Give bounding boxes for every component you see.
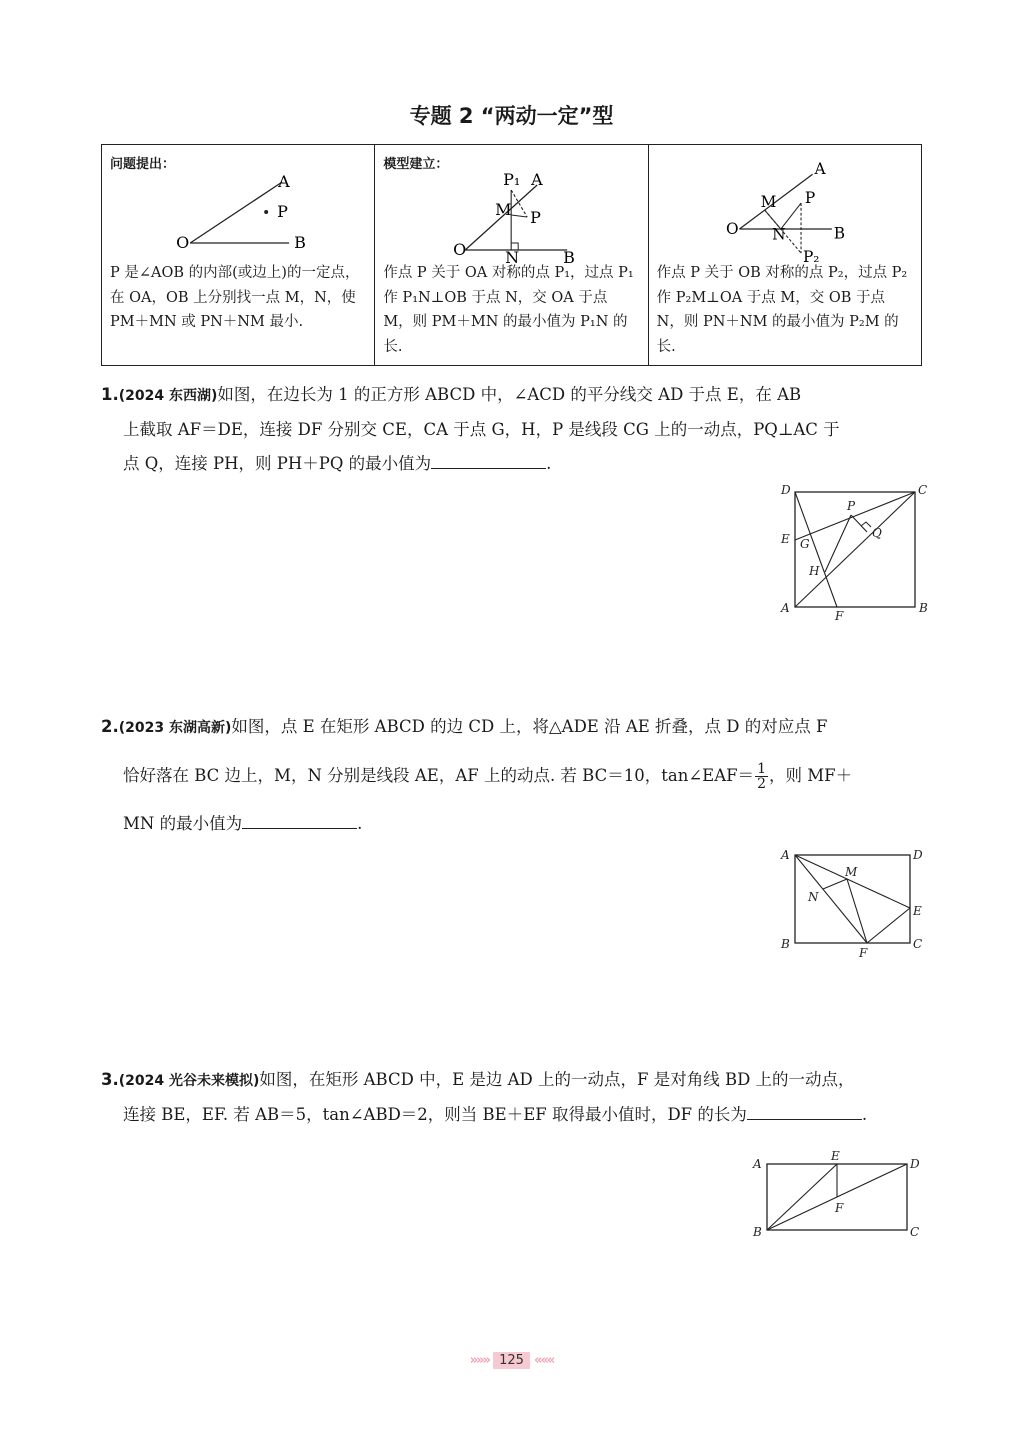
- figure-rectangle-fold: [775, 843, 925, 963]
- problem-text: MN 的最小值为: [123, 814, 243, 833]
- label-b: B: [781, 937, 790, 951]
- label-o: O: [453, 240, 467, 259]
- label-e: E: [913, 904, 922, 918]
- problem-text: 点 Q，连接 PH，则 PH＋PQ 的最小值为: [123, 454, 432, 473]
- problem-3: [101, 1063, 923, 1132]
- reflect-ob-figure: [649, 145, 921, 265]
- label-a: A: [753, 1157, 762, 1171]
- problem-text: ，则 MF＋: [768, 766, 853, 785]
- figure-rectangle-diagonal: [745, 1148, 925, 1243]
- problem-text: 如图，在矩形 ABCD 中，E 是边 AD 上的一动点，F 是对角线 BD 上的一动点，: [259, 1070, 855, 1089]
- label-f: F: [835, 609, 844, 623]
- answer-blank[interactable]: [242, 810, 357, 829]
- problem-1: [101, 378, 923, 481]
- fraction-denominator: 2: [757, 776, 766, 792]
- problem-end: .: [861, 1105, 868, 1124]
- label-p: P: [804, 189, 815, 208]
- label-a: A: [278, 172, 290, 191]
- problem-line: 上截取 AF＝DE，连接 DF 分别交 CE，CA 于点 G，H，P 是线段 CG 上的一动点，PQ⊥AC 于: [123, 420, 840, 439]
- fraction-numerator: 1: [757, 761, 766, 777]
- problem-source: (2024 东西湖): [118, 388, 218, 404]
- label-b: B: [563, 248, 576, 267]
- problem-line: [101, 1098, 923, 1132]
- right-arrows-icon: «««: [534, 1353, 554, 1368]
- problem-source: (2024 光谷未来模拟): [118, 1073, 260, 1089]
- label-n: N: [808, 890, 819, 904]
- problem-text: 如图，点 E 在矩形 ABCD 的边 CD 上，将△ADE 沿 AE 折叠，点 D 的对应点 F: [231, 717, 828, 736]
- cell-text: P 是∠AOB 的内部(或边上)的一定点，在 OA，OB 上分别找一点 M，N，使 PM＋MN 或 PN＋NM 最小.: [110, 265, 360, 330]
- problem-line: [101, 378, 923, 413]
- label-c: C: [910, 1225, 920, 1239]
- label-a: A: [781, 601, 790, 615]
- problem-number: 1.: [101, 385, 119, 404]
- label-b: B: [294, 233, 306, 252]
- label-f: F: [859, 946, 868, 960]
- label-b: B: [919, 601, 928, 615]
- label-p: P: [847, 499, 856, 513]
- label-n: N: [505, 248, 520, 267]
- cell-text: 作点 P 关于 OA 对称的点 P₁，过点 P₁ 作 P₁N⊥OB 于点 N，交 OA 于点 M，则 PM＋MN 的最小值为 P₁N 的长.: [383, 265, 634, 355]
- label-m: M: [495, 200, 512, 219]
- problem-line: [101, 752, 923, 800]
- model-table: [101, 144, 922, 366]
- label-m: M: [760, 192, 777, 211]
- problem-end: .: [546, 454, 552, 473]
- model-cell-build: [375, 145, 648, 365]
- problem-line: [101, 447, 923, 481]
- label-c: C: [918, 483, 928, 497]
- label-a: A: [531, 170, 544, 189]
- problem-line: [101, 703, 923, 752]
- label-b: B: [753, 1225, 762, 1239]
- label-d: D: [910, 1157, 920, 1171]
- cell-heading: 问题提出：: [110, 157, 176, 172]
- problem-2: [101, 703, 923, 848]
- figure-square: [775, 480, 928, 625]
- label-m: M: [845, 865, 858, 879]
- label-c: C: [913, 937, 923, 951]
- label-d: D: [781, 483, 791, 497]
- label-e: E: [831, 1149, 840, 1163]
- problem-number: 3.: [101, 1070, 119, 1089]
- problem-line: [101, 1063, 923, 1098]
- label-a: A: [781, 848, 790, 862]
- label-p2: P₂: [802, 247, 820, 266]
- left-arrows-icon: »»»: [469, 1353, 489, 1368]
- angle-figure: [102, 145, 374, 265]
- problem-line: [101, 800, 923, 848]
- label-a: A: [814, 160, 826, 179]
- label-p: P: [277, 202, 288, 221]
- label-n: N: [771, 225, 786, 244]
- problem-end: .: [357, 814, 363, 833]
- label-o: O: [725, 219, 739, 238]
- label-p1: P₁: [503, 170, 521, 189]
- cell-heading: 模型建立：: [383, 157, 449, 172]
- label-d: D: [913, 848, 923, 862]
- page-title: 专题 2 “两动一定”型: [409, 104, 614, 128]
- reflect-oa-figure: [375, 145, 647, 265]
- label-e: E: [781, 532, 790, 546]
- problem-text: 如图，在边长为 1 的正方形 ABCD 中，∠ACD 的平分线交 AD 于点 E，在 AB: [217, 385, 802, 404]
- label-g: G: [800, 537, 810, 551]
- problem-text: 连接 BE，EF. 若 AB＝5，tan∠ABD＝2，则当 BE＋EF 取得最小值时，DF 的长为: [123, 1105, 747, 1124]
- problem-source: (2023 东湖高新): [118, 720, 232, 736]
- model-cell-problem: [102, 145, 375, 365]
- problem-number: 2.: [101, 717, 119, 736]
- label-p: P: [530, 208, 542, 227]
- label-q: Q: [872, 526, 882, 540]
- problem-text: 恰好落在 BC 边上，M，N 分别是线段 AE，AF 上的动点. 若 BC＝10，tan∠EAF＝: [123, 766, 755, 785]
- answer-blank[interactable]: [747, 1101, 862, 1120]
- answer-blank[interactable]: [431, 450, 546, 469]
- fraction: [755, 762, 768, 791]
- cell-text: 作点 P 关于 OB 对称的点 P₂，过点 P₂ 作 P₂M⊥OA 于点 M，交 OB 于点 N，则 PN＋NM 的最小值为 P₂M 的长.: [656, 265, 908, 355]
- page-number: [0, 1353, 1023, 1368]
- label-b: B: [833, 224, 845, 243]
- page-number-value: 125: [493, 1352, 530, 1369]
- label-f: F: [835, 1201, 844, 1215]
- model-cell-build-2: [649, 145, 921, 365]
- label-h: H: [809, 564, 820, 578]
- label-o: O: [176, 233, 190, 252]
